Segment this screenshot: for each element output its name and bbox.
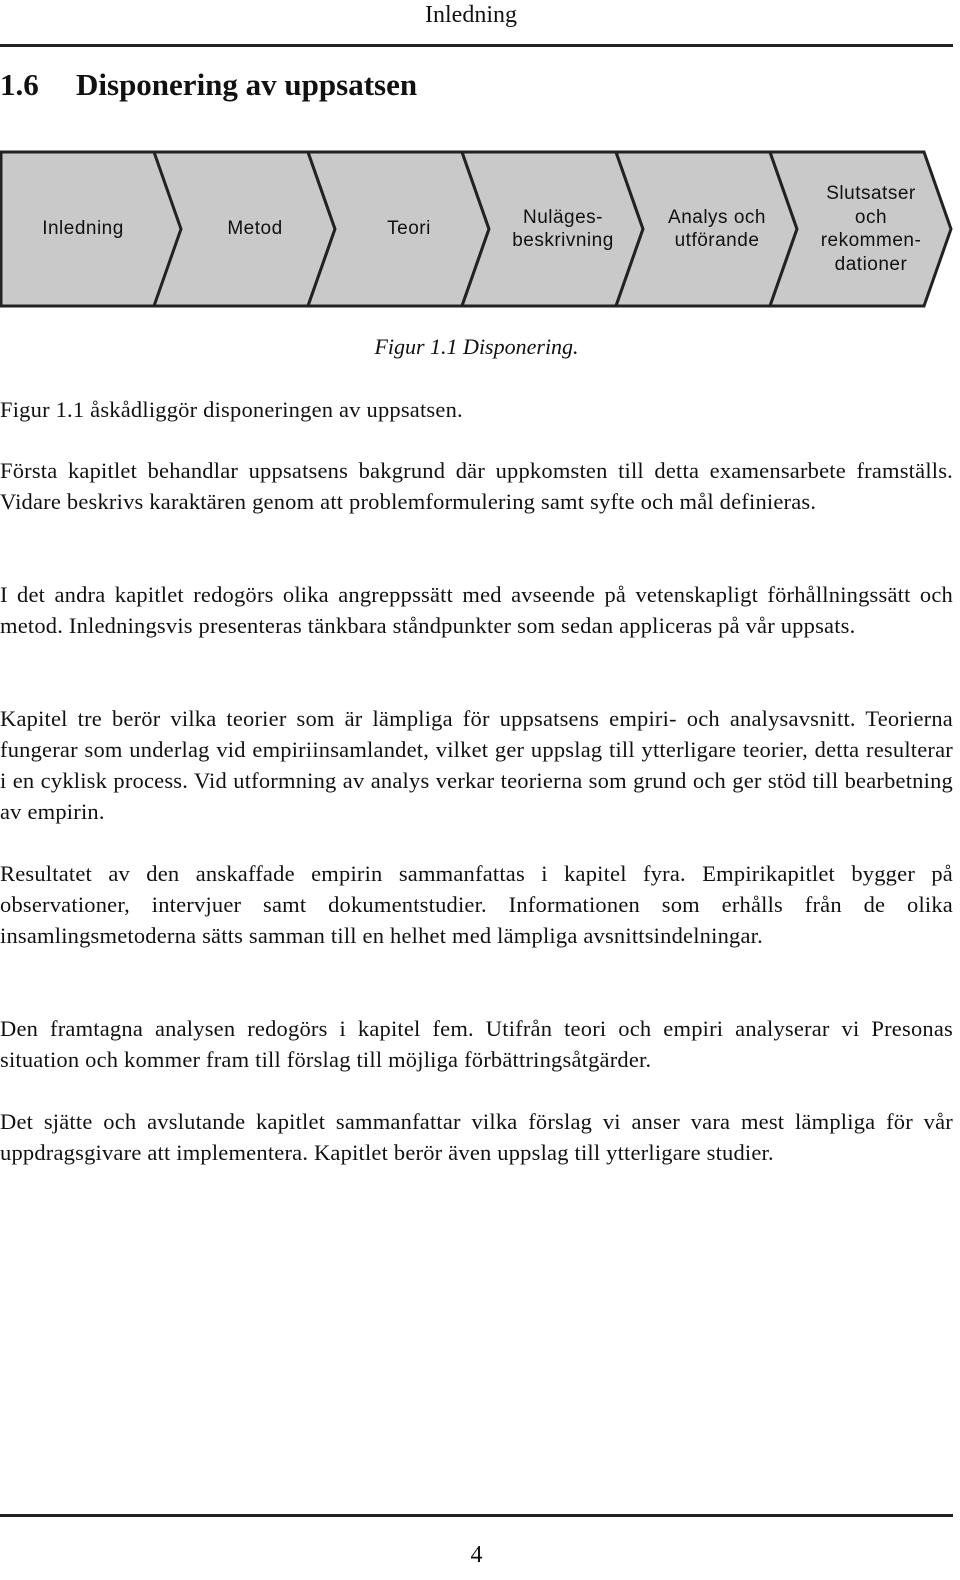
paragraph-6: Den framtagna analysen redogörs i kapitel fem. Utifrån teori och empiri analyserar vi Presonas situation och kommer fram till förslag till möjliga förbättringsåtgärder.	[0, 1016, 953, 1072]
paragraph-5: Resultatet av den anskaffade empirin sammanfattas i kapitel fyra. Empirikapitlet bygger på observationer, intervjuer samt dokumentstudier. Informationen som erhålls från de olika insamlingsmetoderna sätts samman till en helhet med lämpliga avsnittsindelningar.	[0, 861, 953, 948]
disposition-flow-diagram	[0, 150, 953, 310]
section-number: 1.6	[0, 67, 39, 102]
running-header-title: Inledning	[425, 2, 517, 28]
section-title-text: Disponering av uppsatsen	[76, 67, 418, 102]
paragraph-3: I det andra kapitlet redogörs olika angreppssätt med avseende på vetenskapligt förhållningssätt och metod. Inledningsvis presenteras tänkbara ståndpunkter som sedan appliceras på vår uppsats.	[0, 582, 953, 638]
running-header	[0, 0, 953, 47]
paragraph-4: Kapitel tre berör vilka teorier som är lämpliga för uppsatsens empiri- och analysavsnitt. Teorierna fungerar som underlag vid empiriinsamlandet, vilket ger uppslag till ytterligare teorier, detta resulterar i en cyklisk process. Vid utformning av analys verkar teorierna som grund och ger stöd till bearbetning av empirin.	[0, 706, 953, 824]
page-number: 4	[470, 1542, 483, 1568]
flow-step-label: Analys och utförande	[668, 206, 766, 251]
paragraph-1: Figur 1.1 åskådliggör disponeringen av uppsatsen.	[0, 397, 463, 422]
section-title	[0, 66, 417, 104]
flow-step-label: Metod	[227, 218, 283, 240]
flow-step-label: Inledning	[42, 218, 124, 240]
flow-step-label: Slutsatser och rekommen- dationer	[820, 183, 922, 275]
flow-step-label: Teori	[387, 218, 431, 240]
footer-rule	[0, 1514, 953, 1517]
flow-step-label: Nuläges- beskrivning	[512, 206, 614, 251]
paragraph-2: Första kapitlet behandlar uppsatsens bakgrund där uppkomsten till detta examensarbete framställs. Vidare beskrivs karaktären genom att problemformulering samt syfte och mål definieras.	[0, 458, 953, 514]
paragraph-7: Det sjätte och avslutande kapitlet sammanfattar vilka förslag vi anser vara mest lämpliga för vår uppdragsgivare att implementera. Kapitlet berör även uppslag till ytterligare studier.	[0, 1109, 953, 1165]
figure-caption: Figur 1.1 Disponering.	[374, 334, 579, 359]
